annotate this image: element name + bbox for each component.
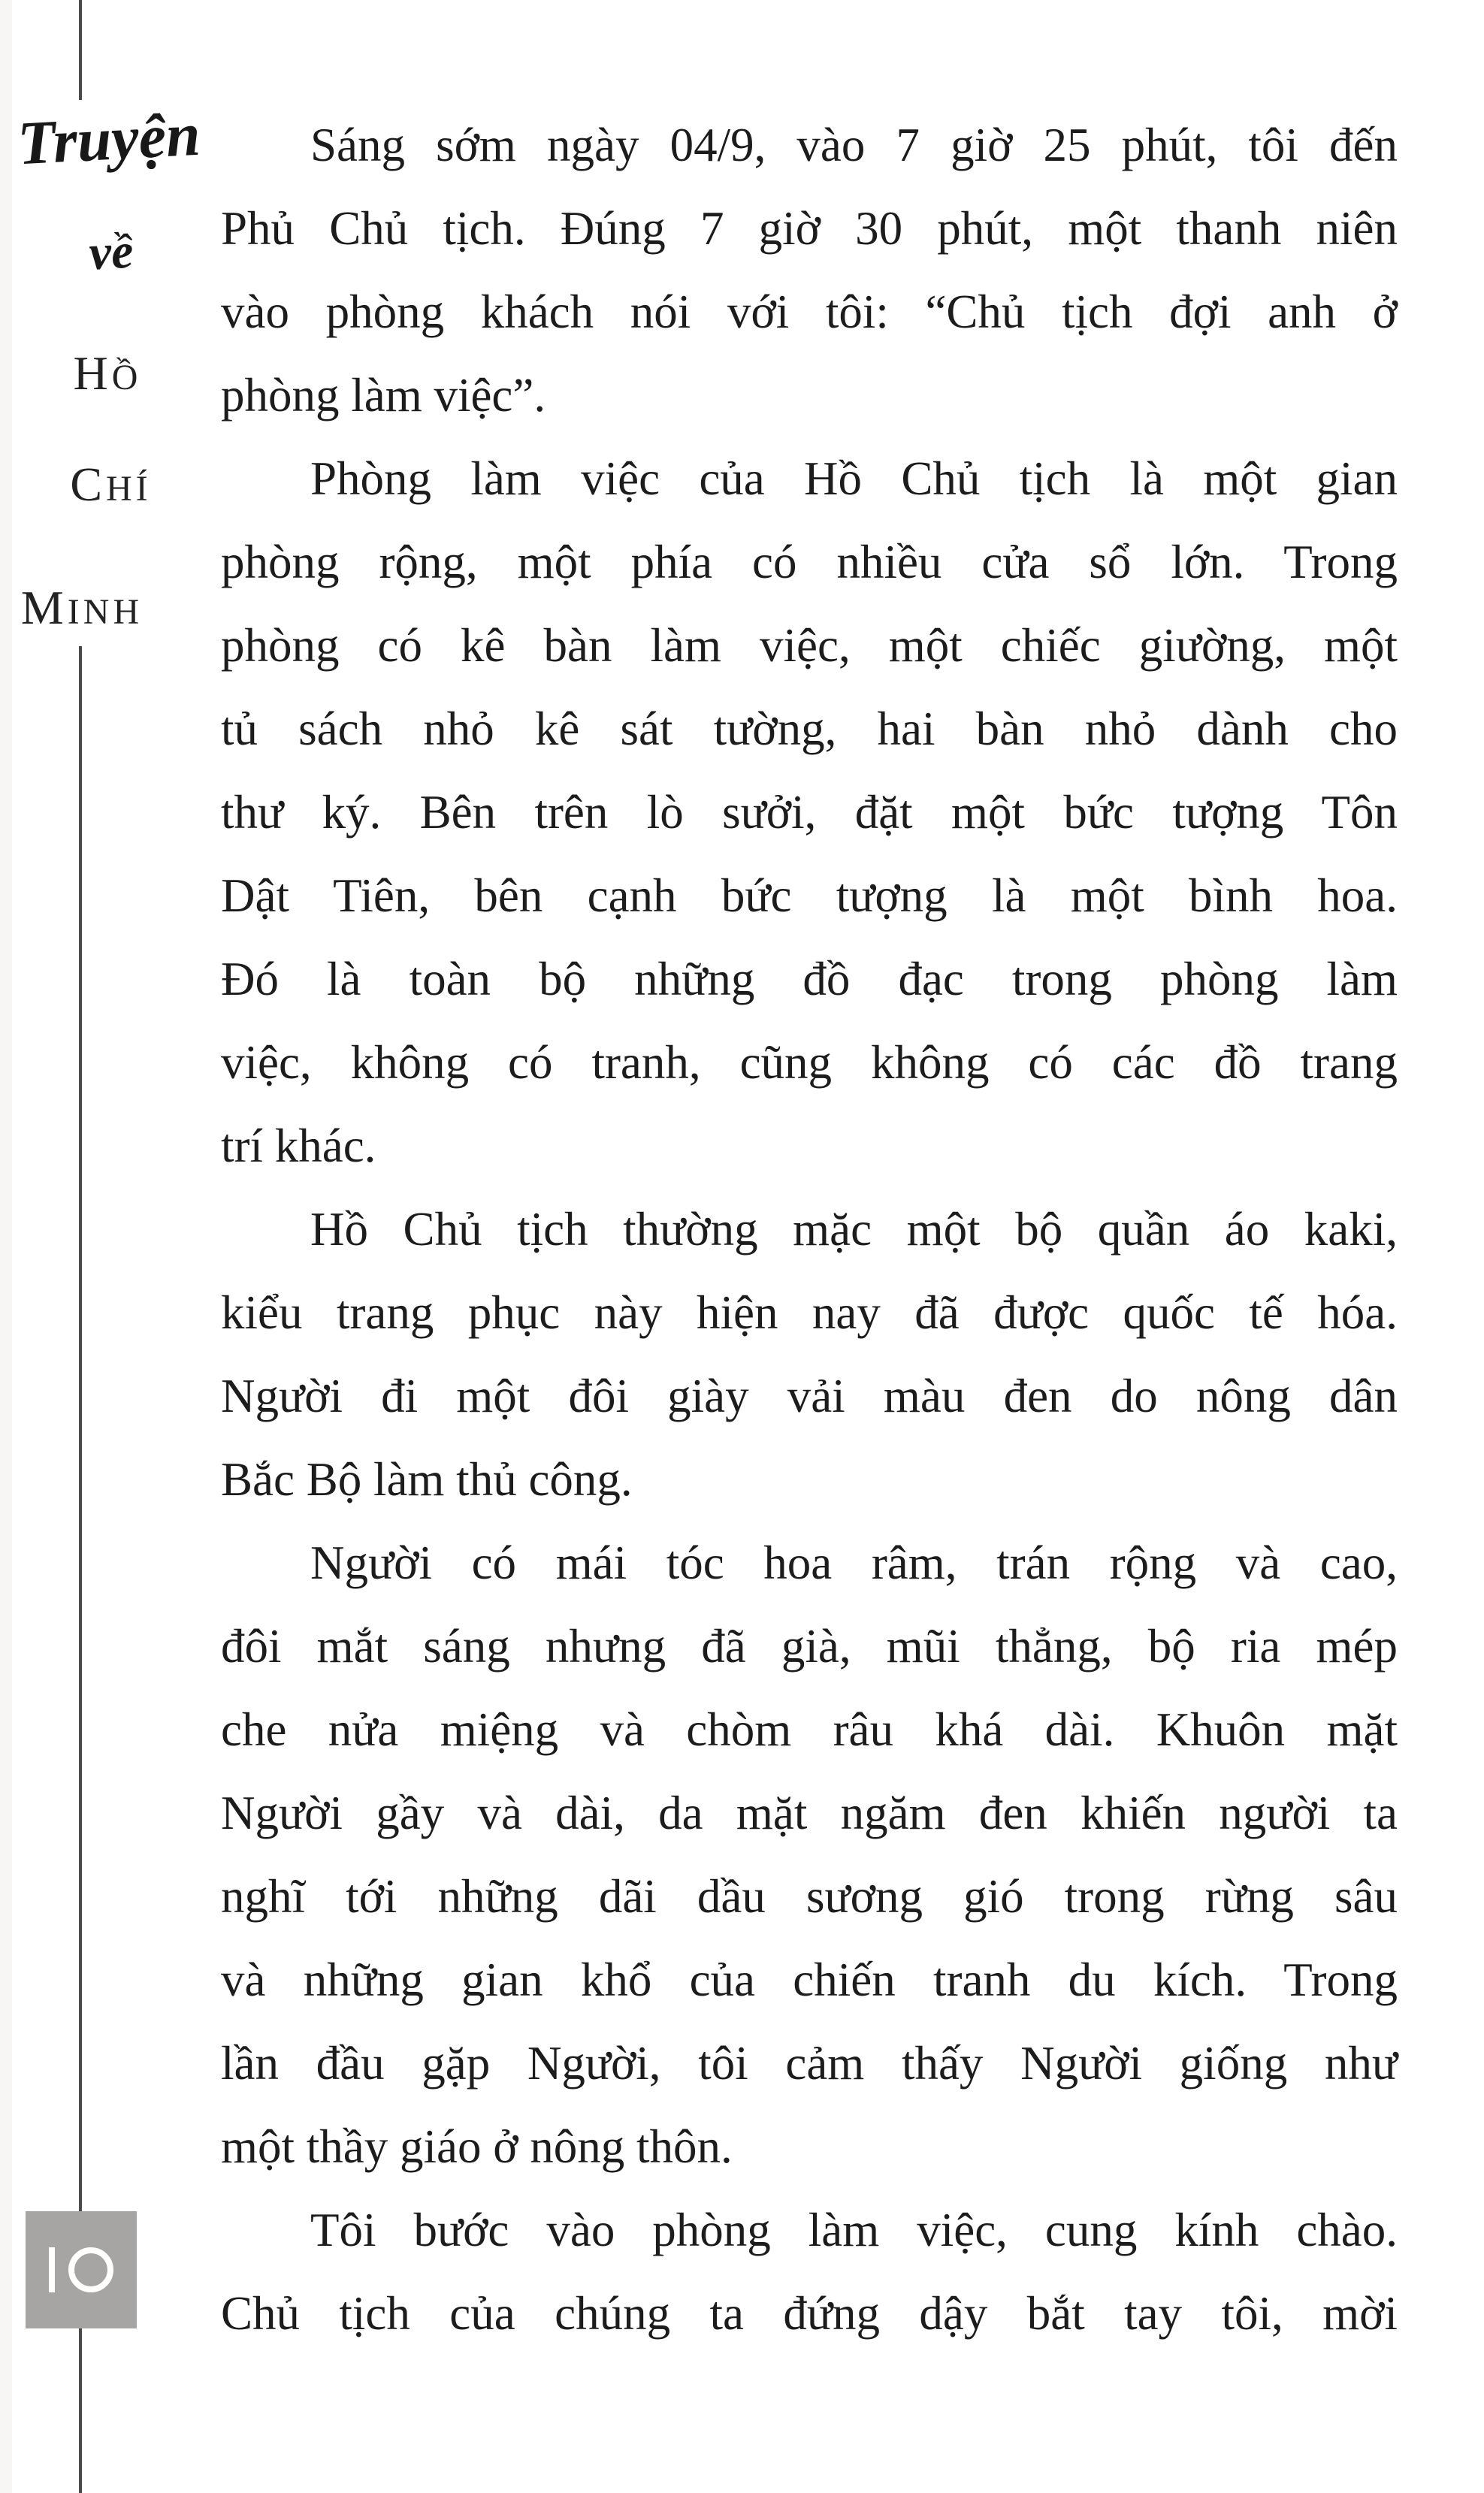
sidebar-caps-word-ho — [44, 346, 171, 401]
caps-rest: INH — [67, 592, 144, 632]
caps-rest: Ồ — [111, 358, 142, 397]
text-line-p2-l5: thư ký. Bên trên lò sưởi, đặt một bức tượng Tôn — [221, 786, 1398, 839]
text-line-p1-l2: Phủ Chủ tịch. Đúng 7 giờ 30 phút, một thanh niên — [221, 202, 1398, 255]
text-line-p1-l3: vào phòng khách nói với tôi: “Chủ tịch đợi anh ở — [221, 286, 1398, 338]
text-line-p4-l4: Người gầy và dài, da mặt ngăm đen khiến người ta — [221, 1787, 1398, 1839]
text-line-p2-l7: Đó là toàn bộ những đồ đạc trong phòng làm — [221, 953, 1398, 1005]
text-line-p5-l1: Tôi bước vào phòng làm việc, cung kính chào. — [310, 2204, 1398, 2256]
text-line-p4-l3: che nửa miệng và chòm râu khá dài. Khuôn mặt — [221, 1703, 1398, 1756]
text-line-p2-l6: Dật Tiên, bên cạnh bức tượng là một bình hoa. — [221, 869, 1398, 922]
caps-rest: HÍ — [106, 469, 152, 509]
sidebar-rule-middle — [79, 646, 82, 2211]
sidebar-caps-word-minh — [18, 580, 146, 636]
sidebar-rule-top — [79, 0, 82, 100]
text-line-p2-l3: phòng có kê bàn làm việc, một chiếc giường, một — [221, 619, 1398, 672]
text-line-p4-l7: lần đầu gặp Người, tôi cảm thấy Người giống như — [221, 2037, 1398, 2090]
scan-edge-shade — [0, 0, 12, 2493]
text-line-p3-l3: Người đi một đôi giày vải màu đen do nông dân — [221, 1370, 1398, 1422]
text-line-p2-l8: việc, không có tranh, cũng không có các đồ trang — [221, 1036, 1398, 1089]
digit-zero-shape — [68, 2247, 113, 2292]
text-line-p4-l5: nghĩ tới những dãi dầu sương gió trong rừng sâu — [221, 1870, 1398, 1923]
text-line-p2-l4: tủ sách nhỏ kê sát tường, hai bàn nhỏ dành cho — [221, 703, 1398, 755]
caps-initial: M — [20, 581, 68, 634]
text-line-p1-l4: phòng làm việc”. — [221, 369, 546, 422]
text-line-p4-l8: một thầy giáo ở nông thôn. — [221, 2120, 733, 2173]
text-line-p3-l2: kiểu trang phục này hiện nay đã được quốc tế hóa. — [221, 1286, 1398, 1339]
page-number-badge — [26, 2211, 137, 2328]
sidebar-script-word-ve: về — [87, 223, 135, 281]
caps-initial: C — [70, 458, 107, 511]
caps-initial: H — [73, 346, 112, 400]
body-text — [221, 104, 1398, 2356]
digit-one-shape — [49, 2247, 55, 2292]
text-line-p1-l1: Sáng sớm ngày 04/9, vào 7 giờ 25 phút, tôi đến — [310, 119, 1398, 171]
text-line-p3-l1: Hồ Chủ tịch thường mặc một bộ quần áo kaki, — [310, 1203, 1398, 1256]
text-line-p2-l9: trí khác. — [221, 1120, 376, 1172]
text-line-p2-l1: Phòng làm việc của Hồ Chủ tịch là một gian — [310, 452, 1398, 505]
sidebar-caps-word-chi — [45, 457, 177, 512]
sidebar-rule-bottom — [79, 2328, 82, 2493]
text-line-p2-l2: phòng rộng, một phía có nhiều cửa sổ lớn. Trong — [221, 536, 1398, 588]
text-line-p4-l6: và những gian khổ của chiến tranh du kích. Trong — [221, 1954, 1398, 2006]
text-line-p4-l1: Người có mái tóc hoa râm, trán rộng và cao, — [310, 1537, 1398, 1589]
text-line-p4-l2: đôi mắt sáng nhưng đã già, mũi thẳng, bộ ria mép — [221, 1620, 1398, 1673]
sidebar-script-word-truyen: Truyện — [16, 99, 202, 178]
text-line-p3-l4: Bắc Bộ làm thủ công. — [221, 1453, 633, 1506]
text-line-p5-l2: Chủ tịch của chúng ta đứng dậy bắt tay tôi, mời — [221, 2287, 1398, 2340]
